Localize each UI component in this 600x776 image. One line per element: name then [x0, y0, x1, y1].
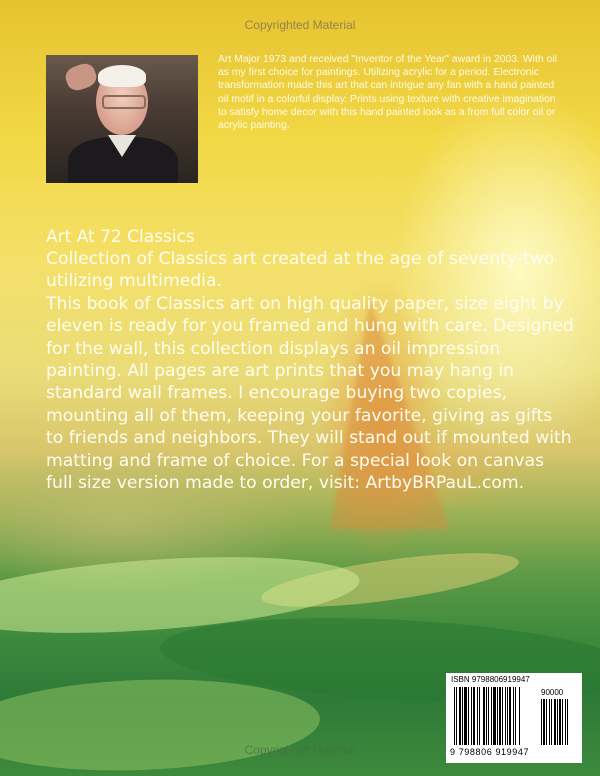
book-subtitle: Collection of Classics art created at the age of seventy-two utilizing multimedia. — [46, 249, 555, 292]
barcode-bars-icon — [454, 687, 536, 745]
book-body-text: This book of Classics art on high quality paper, size eight by eleven is ready for you framed and hung with care. Designed for the wall, this collection displays an oil impression painting. All pages are art prints that you may hang in standard wall frames. I encourage buying two copies, mounting all of them, keeping your favorite, giving as gifts to friends and neighbors. They will stand out if mounted with matting and frame of choice. For a special look on canvas full size version made to order, visit: ArtbyBRPauL.com. — [46, 293, 574, 494]
copyright-watermark-top: Copyrighted Material — [244, 18, 356, 32]
photo-hand — [63, 61, 99, 94]
addon-barcode-bars-icon — [541, 699, 577, 745]
author-photo — [46, 55, 198, 183]
background-wave — [0, 674, 321, 776]
barcode-digits: 9 798806 919947 — [450, 747, 530, 757]
glasses-icon — [102, 95, 146, 109]
book-title: Art At 72 Classics — [46, 227, 195, 247]
price-code: 90000 — [541, 688, 564, 697]
barcode-stripe — [567, 699, 568, 745]
isbn-label: ISBN 9798806919947 — [451, 675, 530, 684]
photo-hair — [98, 65, 146, 87]
author-bio: Art Major 1973 and received "Inventor of the Year" award in 2003. With oil as my first choice for paintings. Utilizing acrylic for a period. Electronic transformation made this art that can intrigue any fan with a hand painted oil motif in a colorful display. Prints using texture with creative imagination to satisfy home decor with this hand painted look as a from full color oil or acrylic painting. — [218, 54, 557, 132]
book-description — [46, 248, 574, 494]
copyright-watermark-bottom: Copyrighted Material — [244, 743, 356, 757]
barcode-stripe — [520, 687, 521, 745]
